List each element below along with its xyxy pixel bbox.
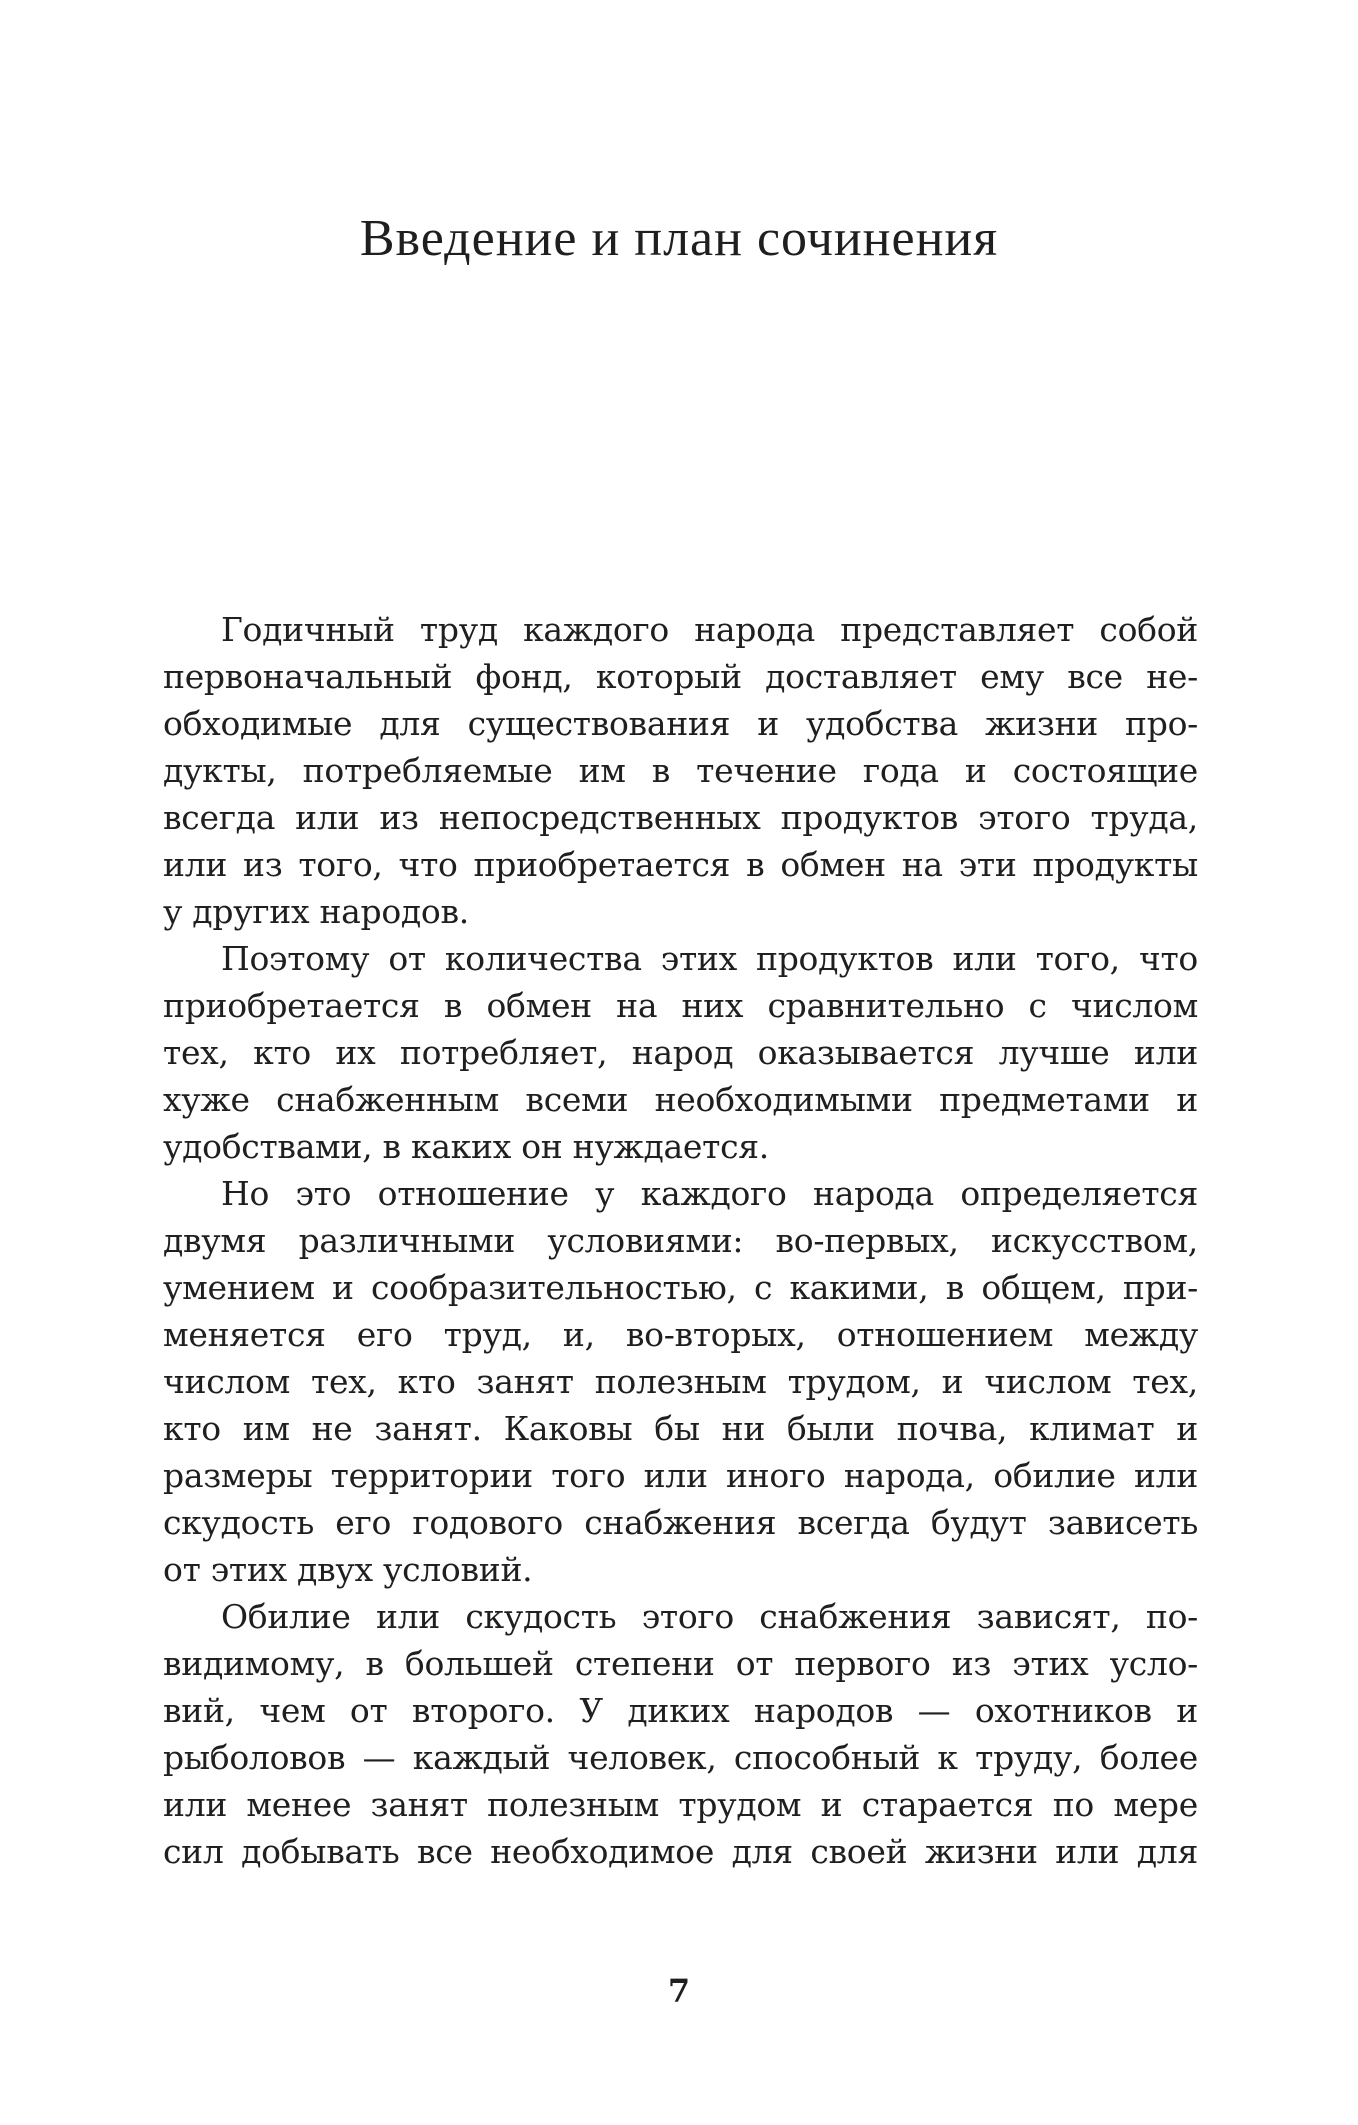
- text-line: видимому, в большей степени от первого из этих усло-: [163, 1644, 1198, 1683]
- text-line: всегда или из непосредственных продуктов этого труда,: [163, 798, 1198, 837]
- paragraph: [163, 935, 1198, 1170]
- text-line: рыболовов — каждый человек, способный к труду, более: [163, 1738, 1198, 1777]
- body-text: [163, 606, 1198, 1875]
- text-line: меняется его труд, и, во-вторых, отношением между: [163, 1315, 1198, 1354]
- text-line: тех, кто их потребляет, народ оказывается лучше или: [163, 1033, 1198, 1072]
- text-line: Поэтому от количества этих продуктов или того, что: [221, 939, 1198, 978]
- text-line: вий, чем от второго. У диких народов — охотников и: [163, 1691, 1198, 1730]
- paragraph: [163, 606, 1198, 935]
- text-line: хуже снабженным всеми необходимыми предметами и: [163, 1080, 1198, 1119]
- text-line: у других народов.: [163, 892, 469, 931]
- text-line: приобретается в обмен на них сравнительно с числом: [163, 986, 1198, 1025]
- text-line: двумя различными условиями: во-первых, искусством,: [163, 1221, 1198, 1260]
- text-line: или менее занят полезным трудом и старается по мере: [163, 1785, 1198, 1824]
- text-line: первоначальный фонд, который доставляет ему все не-: [163, 657, 1198, 696]
- paragraph: [163, 1170, 1198, 1593]
- page-number: 7: [667, 1972, 691, 2010]
- text-line: или из того, что приобретается в обмен на эти продукты: [163, 845, 1198, 884]
- text-line: удобствами, в каких он нуждается.: [163, 1127, 769, 1166]
- chapter-title: Введение и план сочинения: [359, 210, 999, 267]
- text-line: от этих двух условий.: [163, 1550, 533, 1589]
- text-line: скудость его годового снабжения всегда будут зависеть: [163, 1503, 1198, 1542]
- text-line: сил добывать все необходимое для своей жизни или для: [163, 1832, 1198, 1871]
- text-line: Обилие или скудость этого снабжения зависят, по-: [221, 1597, 1198, 1636]
- text-line: числом тех, кто занят полезным трудом, и числом тех,: [163, 1362, 1198, 1401]
- paragraph: [163, 1593, 1198, 1875]
- text-line: Годичный труд каждого народа представляет собой: [221, 610, 1198, 649]
- text-line: Но это отношение у каждого народа определяется: [221, 1174, 1198, 1213]
- text-line: дукты, потребляемые им в течение года и состоящие: [163, 751, 1198, 790]
- text-line: кто им не занят. Каковы бы ни были почва, климат и: [163, 1409, 1198, 1448]
- text-line: обходимые для существования и удобства жизни про-: [163, 704, 1198, 743]
- text-line: размеры территории того или иного народа, обилие или: [163, 1456, 1198, 1495]
- text-line: умением и сообразительностью, с какими, в общем, при-: [163, 1268, 1198, 1307]
